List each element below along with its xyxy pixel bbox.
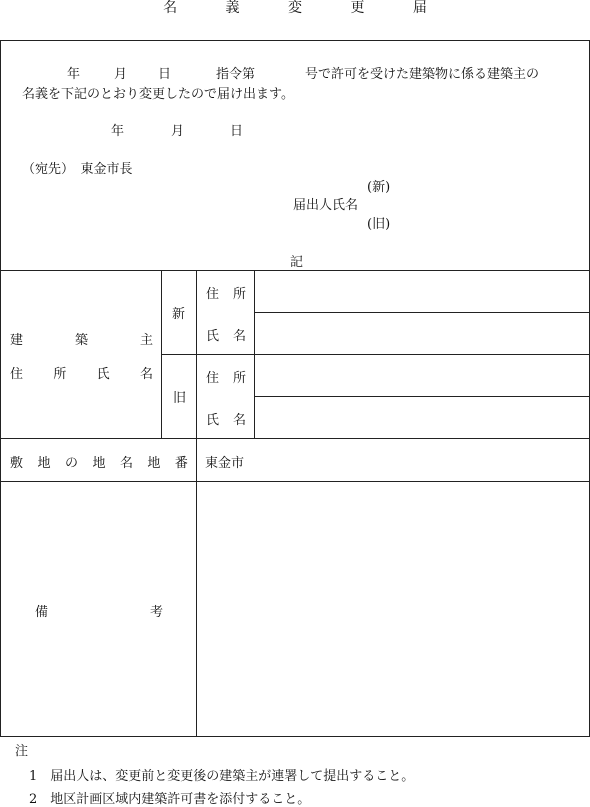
old-label: 旧 <box>173 391 187 406</box>
addressee: （宛先） 東金市長 <box>22 162 133 177</box>
row-line-3 <box>254 396 589 397</box>
ki-heading: 記 <box>290 255 304 270</box>
new-address-label: 住 所 <box>206 287 246 302</box>
date-month: 月 <box>171 124 185 139</box>
intro-day: 日 <box>158 67 172 82</box>
row-line-5 <box>1 481 589 482</box>
col-line-2 <box>196 270 197 736</box>
row-line-1 <box>254 312 589 313</box>
owner-label-line-2: 住 所 氏 名 <box>10 367 153 382</box>
form-title: 名 義 変 更 届 <box>163 0 449 16</box>
applicant-name-label: 届出人氏名 <box>293 198 359 213</box>
date-day: 日 <box>230 124 244 139</box>
intro-line-2: 名義を下記のとおり変更したので届け出ます。 <box>22 87 294 102</box>
table-top-line <box>1 270 589 271</box>
new-name-label: 氏 名 <box>206 329 246 344</box>
owner-label-line-1: 建 築 主 <box>10 333 153 348</box>
row-line-4 <box>1 438 589 439</box>
applicant-new-mark: (新) <box>367 180 391 195</box>
col-line-3 <box>254 270 255 438</box>
note-item-2: 2 地区計画区域内建築許可書を添付すること。 <box>29 792 311 807</box>
remarks-label: 備 考 <box>35 605 163 620</box>
new-label: 新 <box>172 307 186 322</box>
intro-order-suffix: 号で許可を受けた建築物に係る建築主の <box>305 67 540 82</box>
intro-month: 月 <box>114 67 128 82</box>
old-address-label: 住 所 <box>206 371 246 386</box>
notification-form <box>0 40 590 737</box>
old-name-label: 氏 名 <box>206 413 246 428</box>
notes-heading: 注 <box>15 744 29 759</box>
site-label: 敷 地 の 地 名 地 番 <box>10 456 188 471</box>
note-item-1: 1 届出人は、変更前と変更後の建築主が連署して提出すること。 <box>29 769 415 784</box>
site-value: 東金市 <box>205 456 245 471</box>
applicant-old-mark: (旧) <box>367 217 391 232</box>
row-line-2 <box>161 354 589 355</box>
intro-year: 年 <box>67 67 81 82</box>
date-year: 年 <box>111 124 125 139</box>
col-line-1 <box>161 270 162 438</box>
intro-order-prefix: 指令第 <box>216 67 256 82</box>
